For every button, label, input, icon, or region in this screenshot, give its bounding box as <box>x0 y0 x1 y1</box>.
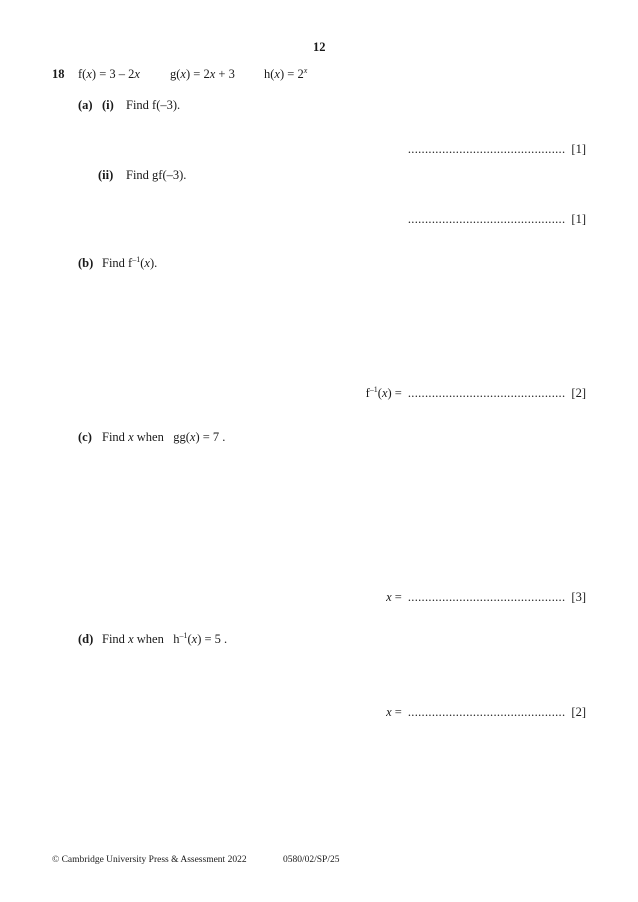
function-h-definition: $h(x) = 2^x$ <box>264 66 308 81</box>
answer-dots: .............................................. <box>407 705 566 719</box>
function-f-definition: f(x) = 3 – 2x <box>78 67 140 81</box>
part-a-ii-label: (ii) <box>98 168 114 182</box>
marks-label: [2] <box>571 705 586 719</box>
marks-label: [1] <box>571 212 586 226</box>
part-a-ii-answer-line[interactable] <box>408 212 586 227</box>
marks-label: [1] <box>571 142 586 156</box>
part-c-label: (c) <box>78 430 92 444</box>
part-b-question: Find $f^{-1}(x)$. <box>102 255 158 270</box>
part-b-label: (b) <box>78 256 94 270</box>
answer-dots: .............................................. <box>407 590 566 604</box>
answer-dots: .............................................. <box>407 212 566 226</box>
part-a-i-label: (i) <box>102 98 114 112</box>
question-number: 18 <box>52 67 65 81</box>
answer-dots: .............................................. <box>407 142 566 156</box>
answer-dots: .............................................. <box>407 386 566 400</box>
footer-paper-code: 0580/02/SP/25 <box>283 855 340 865</box>
part-d-answer-line[interactable] <box>386 705 586 720</box>
answer-prefix: x = <box>386 705 402 719</box>
footer-copyright: © Cambridge University Press & Assessment 2022 <box>52 855 247 865</box>
part-a-ii-question: Find gf(–3). <box>126 168 187 182</box>
marks-label: [2] <box>571 386 586 400</box>
answer-prefix: x = <box>386 590 402 604</box>
function-g-definition: g(x) = 2x + 3 <box>170 67 235 81</box>
part-b-answer-line[interactable] <box>366 386 586 401</box>
part-c-answer-line[interactable] <box>386 590 586 605</box>
page-number: 12 <box>313 40 326 54</box>
part-a-i-question: Find f(–3). <box>126 98 181 112</box>
marks-label: [3] <box>571 590 586 604</box>
part-a-i-answer-line[interactable] <box>408 142 586 157</box>
part-d-question: Find x when $h^{-1}(x) = 5$ . <box>102 631 228 646</box>
part-c-question: Find x when gg(x) = 7 . <box>102 430 226 444</box>
part-d-label: (d) <box>78 632 94 646</box>
part-a-label: (a) <box>78 98 93 112</box>
answer-prefix: $f^{-1}(x)$ = <box>365 385 402 400</box>
